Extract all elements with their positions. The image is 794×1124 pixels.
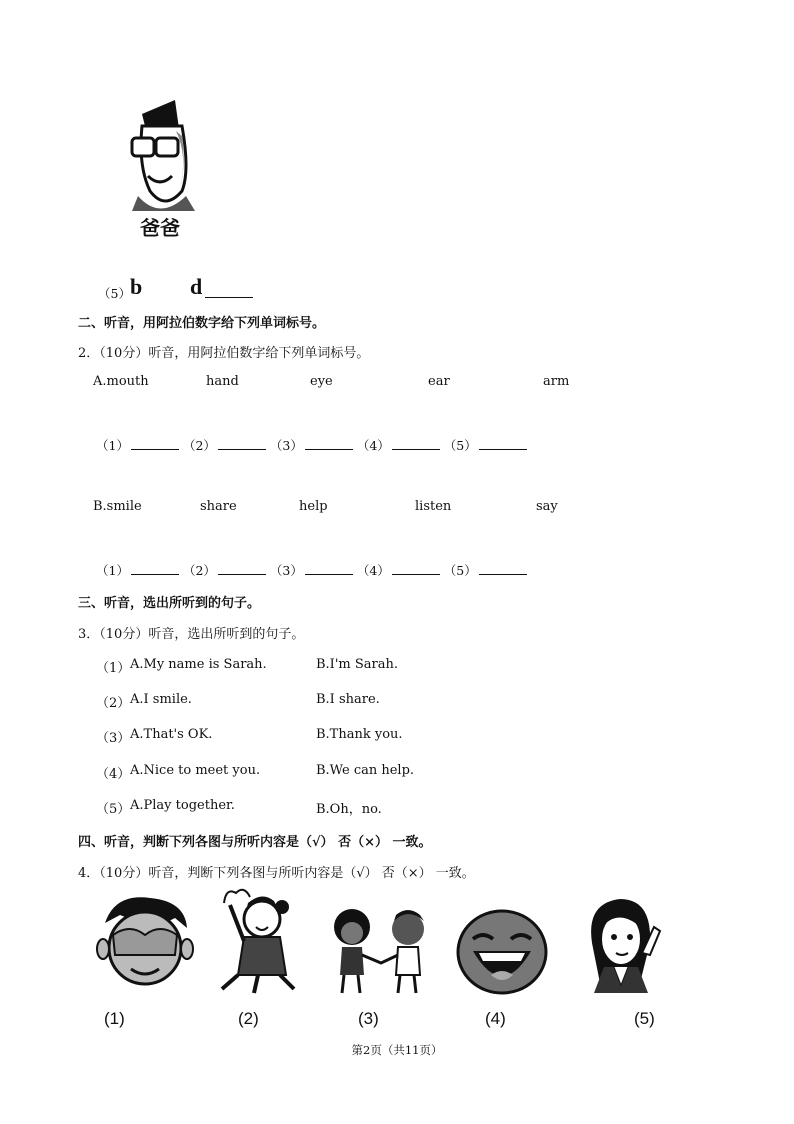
picture-kids-shaking-hands	[326, 905, 436, 997]
q3-item-5-number: （5）	[96, 802, 131, 817]
q3-item-4-option-b: B.We can help.	[316, 763, 415, 778]
word-a-mouth: A.mouth	[93, 374, 149, 389]
answer-blank[interactable]	[392, 562, 440, 575]
blank-label-4: （4）	[356, 563, 390, 578]
blank-label-5: （5）	[443, 438, 477, 453]
q3-item-3-number: （3）	[96, 731, 131, 746]
picture-label-3: (3)	[358, 1009, 379, 1028]
q3-item-5-option-b: B.Oh，no.	[316, 802, 382, 817]
word-b-listen: listen	[415, 499, 452, 514]
group-a-blanks	[96, 436, 527, 454]
picture-laughing-face	[455, 909, 550, 995]
picture-label-5: (5)	[634, 1009, 655, 1028]
word-b-say: say	[536, 499, 558, 514]
blank-label-1: （1）	[96, 563, 129, 578]
q3-item-2-option-b: B.I share.	[316, 692, 380, 707]
word-b-help: help	[299, 499, 328, 514]
q1-letter-d: d	[190, 274, 203, 299]
blank-label-2: （2）	[182, 563, 216, 578]
answer-blank[interactable]	[305, 437, 353, 450]
answer-blank[interactable]	[131, 562, 179, 575]
picture-label-1: (1)	[104, 1009, 125, 1028]
girl-waving-drawing	[214, 885, 304, 995]
answer-blank[interactable]	[131, 437, 179, 450]
picture-label-2: (2)	[238, 1009, 259, 1028]
dad-illustration	[120, 96, 210, 241]
blank-label-3: （3）	[269, 563, 303, 578]
q3-item-1-option-b: B.I'm Sarah.	[316, 657, 398, 672]
answer-blank[interactable]	[218, 437, 266, 450]
q3-item-4-number: （4）	[96, 767, 131, 782]
woman-listening-drawing	[580, 893, 665, 998]
q1-letter-b: b	[130, 274, 143, 299]
question4-text: 4．（10分）听音，判断下列各图与所听内容是（√） 否（×） 一致。	[78, 866, 475, 881]
q1-item-number: （5）	[98, 286, 131, 301]
word-b-smile: B.smile	[93, 499, 142, 514]
word-a-arm: arm	[543, 374, 570, 389]
blank-label-1: （1）	[96, 438, 129, 453]
blank-label-4: （4）	[356, 438, 390, 453]
kids-shaking-hands-drawing	[326, 905, 436, 997]
answer-blank[interactable]	[479, 562, 527, 575]
word-a-hand: hand	[206, 374, 239, 389]
blank-label-3: （3）	[269, 438, 303, 453]
q3-item-2-option-a: A.I smile.	[130, 692, 192, 707]
page-footer: 第2页（共11页）	[351, 1043, 443, 1057]
boy-covering-eyes-drawing	[95, 893, 195, 993]
laughing-face-drawing	[455, 909, 550, 995]
section3-heading: 三、听音，选出所听到的句子。	[78, 596, 261, 611]
picture-boy-covering-eyes	[95, 893, 195, 993]
group-b-blanks	[96, 561, 527, 579]
word-a-eye: eye	[310, 374, 333, 389]
q3-item-5-option-a: A.Play together.	[130, 798, 235, 813]
q3-item-2-number: （2）	[96, 696, 131, 711]
q3-item-3-option-a: A.That's OK.	[130, 727, 213, 742]
q3-item-1-number: （1）	[96, 661, 131, 676]
q3-item-1-option-a: A.My name is Sarah.	[130, 657, 267, 672]
blank-label-5: （5）	[443, 563, 477, 578]
dad-caption: 爸爸	[140, 216, 180, 240]
section2-heading: 二、听音，用阿拉伯数字给下列单词标号。	[78, 316, 326, 331]
q1-answer-blank[interactable]	[205, 297, 253, 298]
picture-girl-waving	[214, 885, 304, 995]
picture-label-4: (4)	[485, 1009, 506, 1028]
q3-item-4-option-a: A.Nice to meet you.	[130, 763, 261, 778]
word-a-ear: ear	[428, 374, 450, 389]
answer-blank[interactable]	[218, 562, 266, 575]
word-b-share: share	[200, 499, 237, 514]
section4-heading: 四、听音，判断下列各图与所听内容是（√） 否（×） 一致。	[78, 835, 432, 850]
picture-woman-listening	[580, 893, 665, 998]
q3-item-3-option-b: B.Thank you.	[316, 727, 403, 742]
answer-blank[interactable]	[392, 437, 440, 450]
answer-blank[interactable]	[479, 437, 527, 450]
question3-text: 3．（10分）听音，选出所听到的句子。	[78, 627, 305, 642]
question2-text: 2．（10分）听音，用阿拉伯数字给下列单词标号。	[78, 346, 370, 361]
blank-label-2: （2）	[182, 438, 216, 453]
answer-blank[interactable]	[305, 562, 353, 575]
